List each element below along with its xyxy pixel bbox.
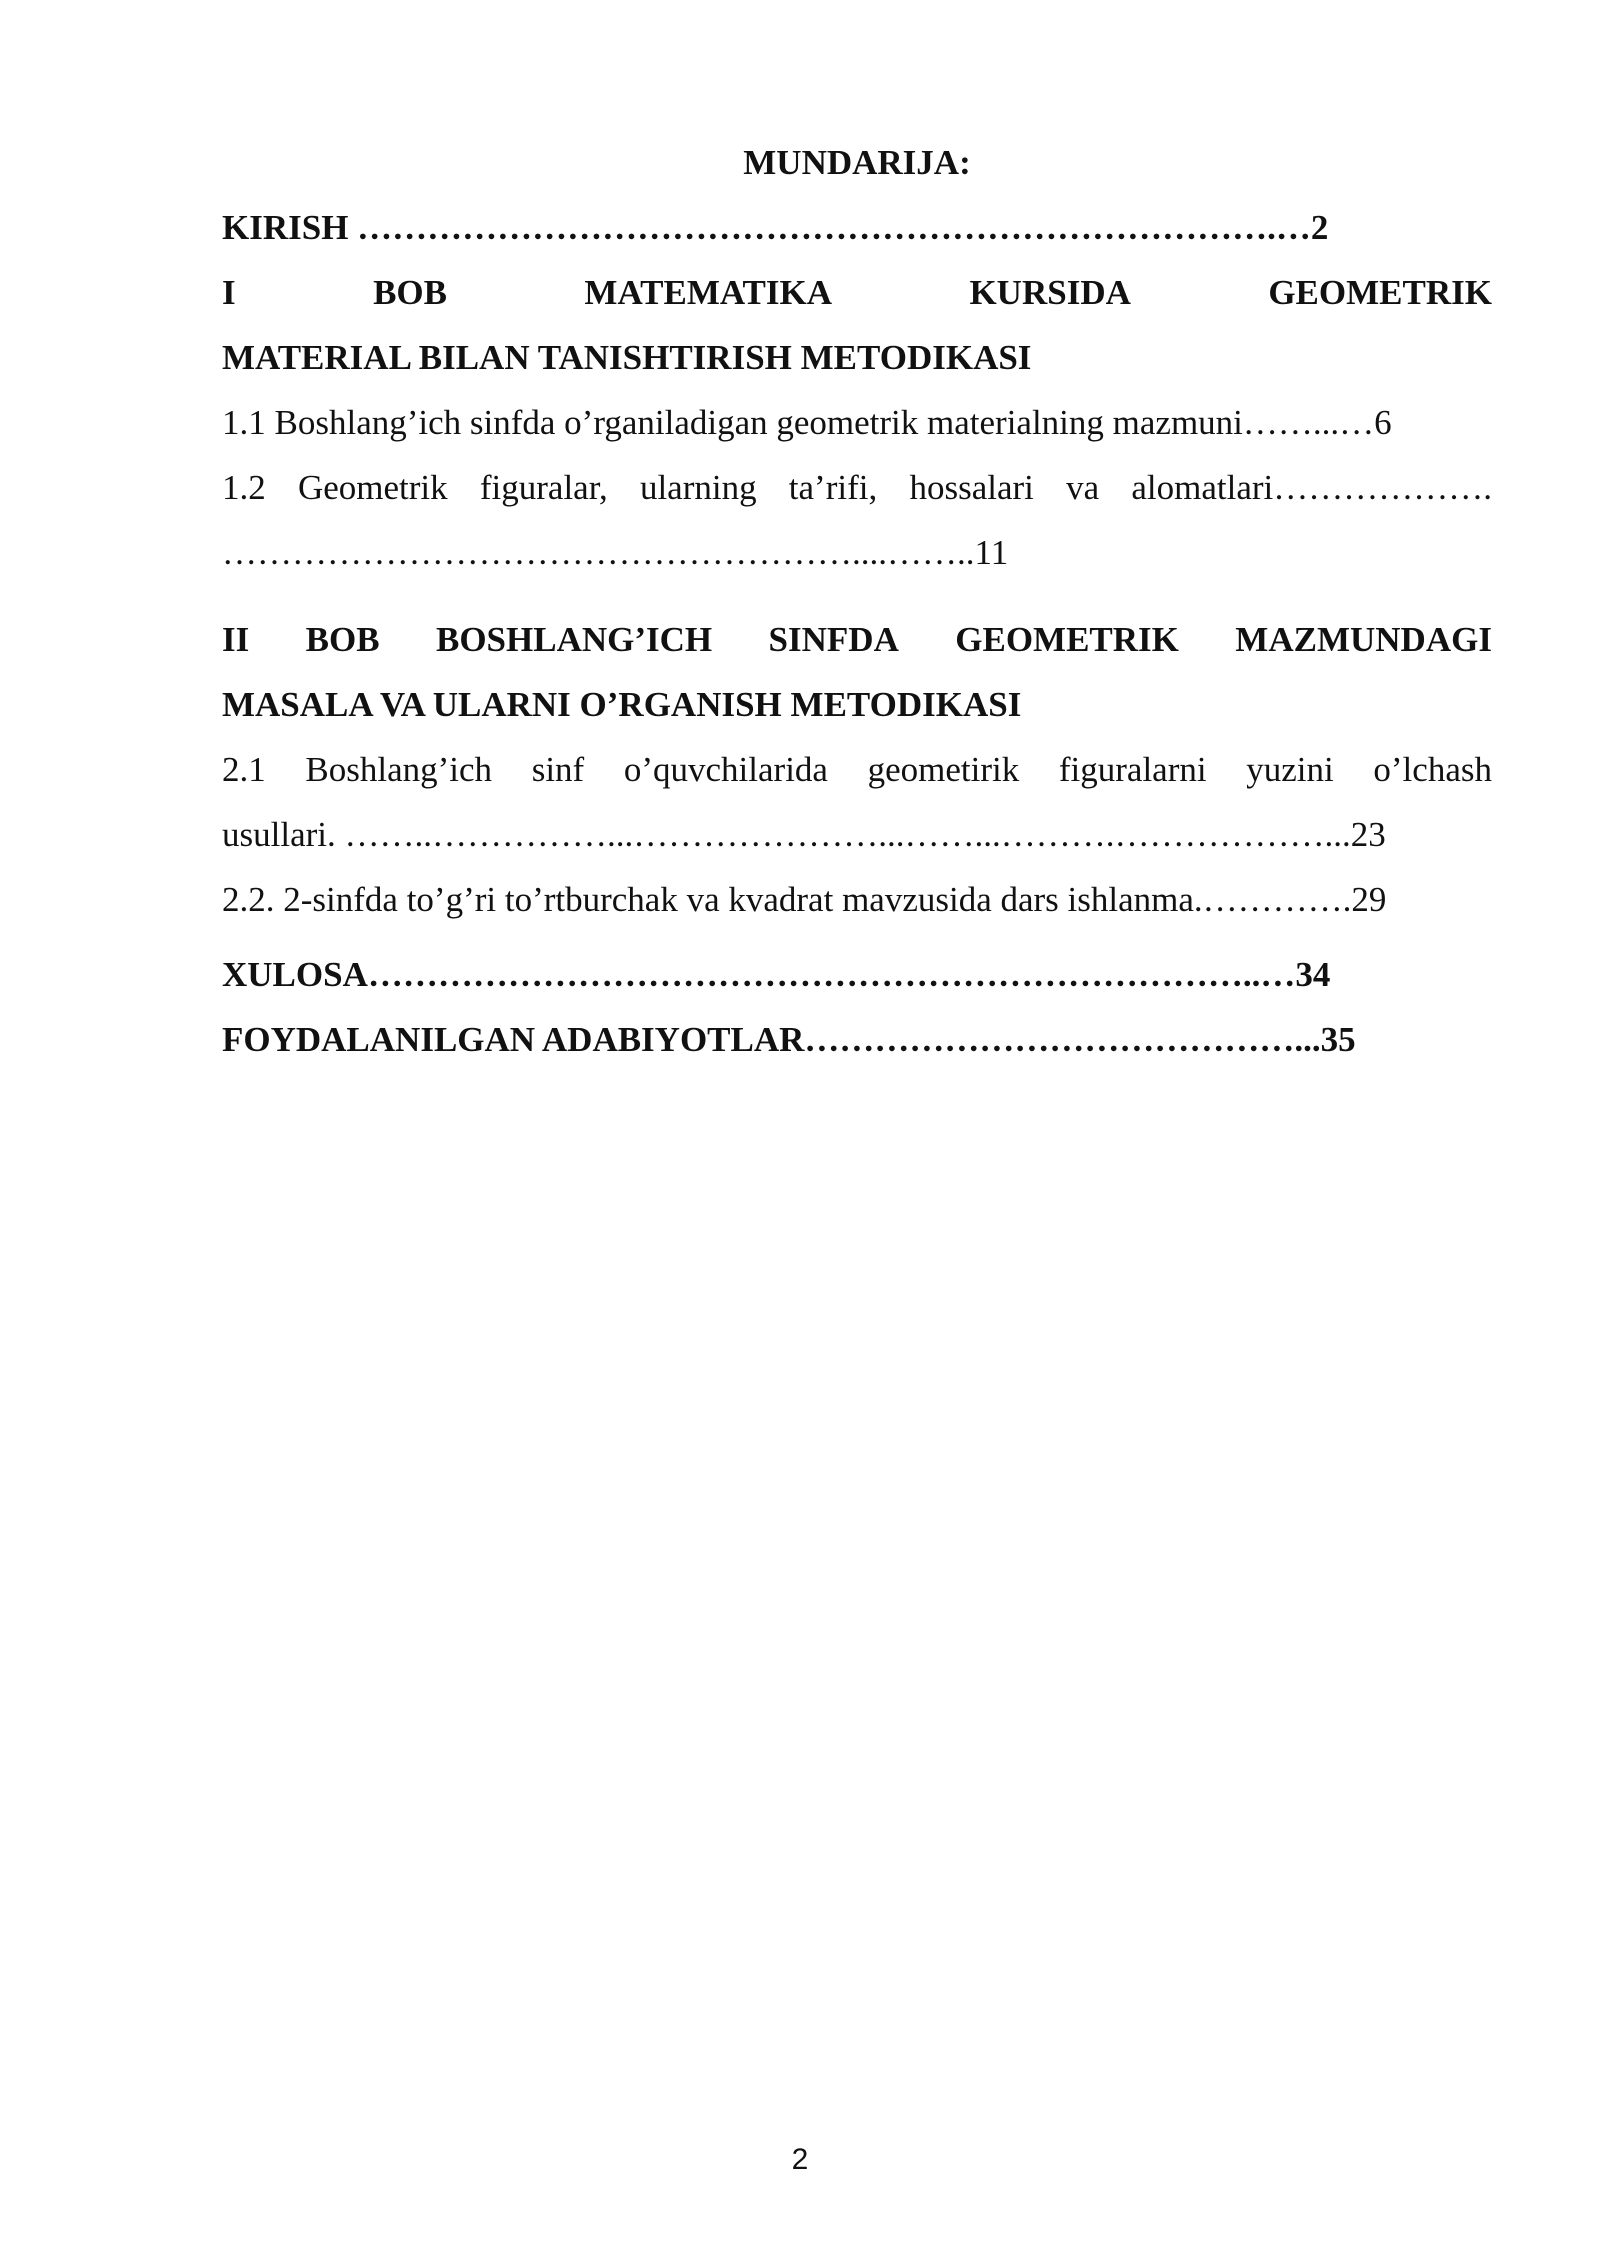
toc-word: BOB <box>373 273 447 312</box>
toc-word: 2.1 <box>222 750 266 789</box>
toc-word: MAZMUNDAGI <box>1235 620 1492 659</box>
toc-word: va <box>1066 468 1100 507</box>
toc-chapter1-line2: MATERIAL BILAN TANISHTIRISH METODIKASI <box>222 338 1032 377</box>
toc-word: Geometrik <box>297 468 448 507</box>
toc-entry-1-2-line1 <box>222 455 1492 520</box>
toc-word: GEOMETRIK <box>955 620 1179 659</box>
toc-heading: MUNDARIJA: <box>743 143 971 182</box>
toc-word: BOB <box>305 620 380 659</box>
toc-entry-2-2: 2.2. 2-sinfda to’g’ri to’rtburchak va kvadrat mavzusida dars ishlanma.………….29 <box>222 880 1387 919</box>
toc-word: hossalari <box>909 468 1034 507</box>
toc-chapter2-line1 <box>222 607 1492 672</box>
table-of-contents <box>222 130 1492 1072</box>
toc-word: alomatlari………………. <box>1131 468 1492 507</box>
toc-word: I <box>222 273 236 312</box>
toc-entry-kirish: KIRISH …………………………………………………………………….…2 <box>222 208 1329 247</box>
toc-entry-2-1-line2: usullari. ……..……………...…………………...……...……….………………...23 <box>222 815 1386 854</box>
toc-entry-2-1-line1 <box>222 737 1492 802</box>
toc-word: GEOMETRIK <box>1268 273 1492 312</box>
toc-chapter1-line1 <box>222 260 1492 325</box>
toc-word: ta’rifi, <box>788 468 878 507</box>
toc-word: KURSIDA <box>969 273 1131 312</box>
toc-entry-1-2-line2: ………………………………………………....……..11 <box>222 533 1009 572</box>
toc-entry-xulosa: XULOSA…………………………………………………………………..…34 <box>222 955 1331 994</box>
toc-word: geometirik <box>867 750 1020 789</box>
toc-word: figuralarni <box>1058 750 1207 789</box>
toc-chapter2-line2: MASALA VA ULARNI O’RGANISH METODIKASI <box>222 685 1022 724</box>
toc-entry-adabiyotlar: FOYDALANILGAN ADABIYOTLAR……………………………………...35 <box>222 1020 1356 1059</box>
toc-word: BOSHLANG’ICH <box>435 620 713 659</box>
toc-word: yuzini <box>1246 750 1334 789</box>
toc-word: 1.2 <box>222 468 266 507</box>
toc-word: sinf <box>531 750 585 789</box>
toc-word: figuralar, <box>479 468 608 507</box>
toc-word: o’lchash <box>1373 750 1492 789</box>
toc-word: II <box>222 620 250 659</box>
toc-word: Boshlang’ich <box>305 750 493 789</box>
toc-word: SINFDA <box>768 620 899 659</box>
toc-entry-1-1: 1.1 Boshlang’ich sinfda o’rganiladigan geometrik materialning mazmuni……...…6 <box>222 403 1392 442</box>
page-number: 2 <box>791 2143 809 2176</box>
toc-word: o’quvchilarida <box>623 750 828 789</box>
toc-word: ularning <box>639 468 757 507</box>
toc-word: MATEMATIKA <box>584 273 833 312</box>
